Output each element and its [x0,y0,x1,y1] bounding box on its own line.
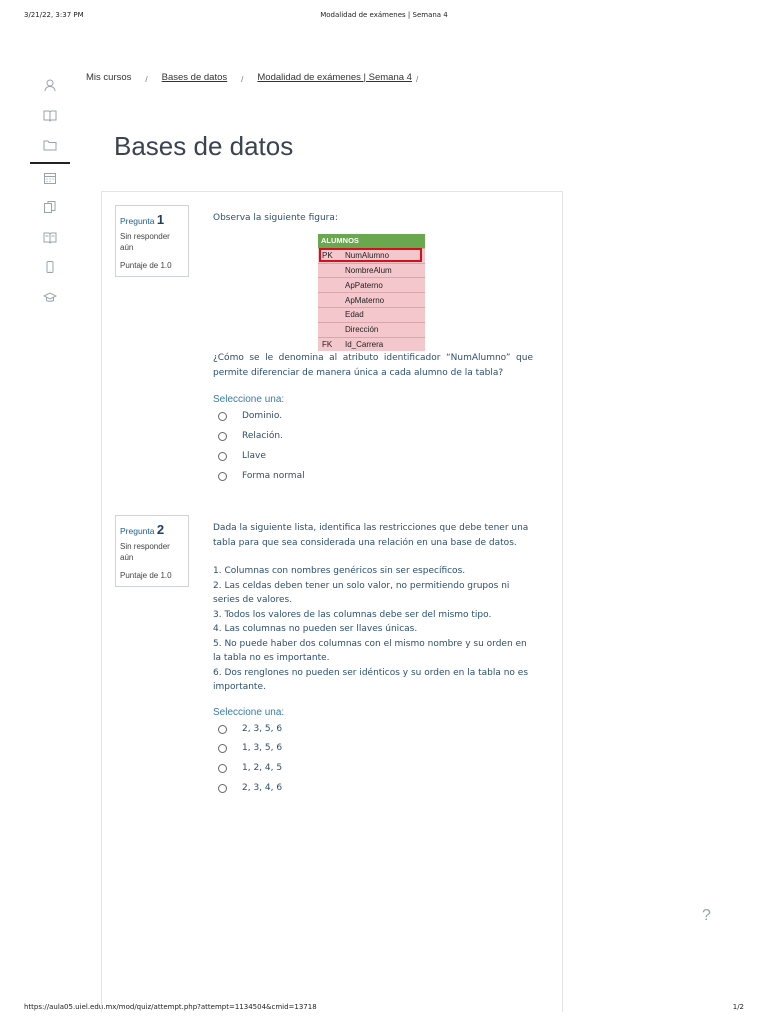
copy-icon[interactable] [42,199,58,215]
alumnos-figure [318,234,425,351]
question-number: 2 [156,522,165,537]
print-datetime: 3/21/22, 3:37 PM [24,11,84,19]
breadcrumb-item-quiz[interactable]: Modalidad de exámenes | Semana 4 [257,72,412,83]
answer-option[interactable] [218,763,282,773]
figure-key: FK [318,337,345,351]
question-grade: Puntaje de 1.0 [120,261,172,270]
select-prompt: Seleccione una: [213,707,285,718]
radio-button[interactable] [218,784,227,793]
breadcrumb-separator: / [415,75,419,84]
page-title: Bases de datos [114,131,294,161]
list-item: 2. Las celdas deben tener un solo valor, no permitiendo grupos ni series de valores. [213,580,510,605]
question-intro: Observa la siguiente figura: [213,213,338,223]
answer-label: Dominio. [242,411,283,421]
question-state-line2: aún [120,243,134,252]
figure-field: Id_Carrera [345,337,425,351]
figure-key [318,322,345,337]
calendar-icon[interactable] [42,170,58,186]
answer-option[interactable] [218,451,266,461]
folder-icon[interactable] [42,137,58,153]
answer-option[interactable] [218,783,282,793]
figure-field: ApPaterno [345,278,425,293]
figure-key [318,293,345,308]
answer-label: 2, 3, 4, 6 [242,783,283,793]
print-page-number: 1/2 [732,1003,744,1011]
question-state [120,231,188,253]
book-open-icon[interactable] [42,229,58,245]
radio-button[interactable] [218,412,227,421]
figure-key: PK [318,248,345,263]
book-icon[interactable] [42,107,58,123]
answer-label: 1, 3, 5, 6 [242,743,283,753]
print-title: Modalidad de exámenes | Semana 4 [320,11,448,19]
question-state-line2: aún [120,553,134,562]
figure-field: NombreAlum [345,263,425,278]
figure-header: ALUMNOS [318,234,425,248]
question-info [115,205,189,277]
graduation-cap-icon[interactable] [42,289,58,305]
radio-button[interactable] [218,725,227,734]
answer-option[interactable] [218,743,282,753]
answer-label: 2, 3, 5, 6 [242,724,283,734]
question-state-line1: Sin responder [120,232,170,241]
user-icon[interactable] [42,77,58,93]
radio-button[interactable] [218,452,227,461]
select-prompt: Seleccione una: [213,394,285,405]
breadcrumb [86,72,432,83]
sidebar-active-indicator [30,162,70,164]
question-label: Pregunta [120,526,155,536]
radio-button[interactable] [218,472,227,481]
question-state-line1: Sin responder [120,542,170,551]
figure-key [318,307,345,322]
figure-key [318,263,345,278]
list-item: 6. Dos renglones no pueden ser idénticos y su orden en la tabla no es importante. [213,667,529,692]
answer-option[interactable] [218,411,282,421]
question-text: ¿Cómo se le denomina al atributo identificador “NumAlumno” que permite diferenciar de manera única a cada alumno de la tabla? [213,353,533,378]
question-grade: Puntaje de 1.0 [120,571,172,580]
figure-key [318,278,345,293]
answer-option[interactable] [218,471,305,481]
figure-field: Edad [345,307,425,322]
question-number-line [120,522,188,537]
breadcrumb-item-mis-cursos[interactable]: Mis cursos [86,72,132,83]
radio-button[interactable] [218,744,227,753]
radio-button[interactable] [218,764,227,773]
answer-label: Llave [242,451,266,461]
answer-label: Relación. [242,431,283,441]
answer-option[interactable] [218,431,283,441]
list-item: 5. No puede haber dos columnas con el mismo nombre y su orden en la tabla no es importante. [213,638,527,663]
breadcrumb-separator: / [241,75,244,84]
list-item: 1. Columnas con nombres genéricos sin ser específicos. [213,566,466,576]
answer-label: 1, 2, 4, 5 [242,763,283,773]
restriction-list [213,564,533,695]
help-button[interactable]: ? [702,907,711,924]
question-number-line [120,212,188,227]
print-url: https://aula05.uiel.edu.mx/mod/quiz/attempt.php?attempt=1134504&cmid=13718 [24,1003,317,1011]
list-item: 3. Todos los valores de las columnas debe ser del mismo tipo. [213,609,492,620]
answer-label: Forma normal [242,471,305,481]
figure-field: NumAlumno [345,248,425,263]
figure-field: Dirección [345,322,425,337]
answer-option[interactable] [218,724,282,734]
list-item: 4. Las columnas no pueden ser llaves únicas. [213,624,418,634]
breadcrumb-item-course[interactable]: Bases de datos [161,72,228,83]
question-state [120,541,188,563]
figure-field: ApMaterno [345,293,425,308]
radio-button[interactable] [218,432,227,441]
question-label: Pregunta [120,216,155,226]
question-number: 1 [156,212,165,227]
breadcrumb-separator: / [145,75,148,84]
question-info [115,515,189,587]
question-intro: Dada la siguiente lista, identifica las restricciones que debe tener una tabla para que sea considerada una relación en una base de datos. [213,523,529,548]
mobile-icon[interactable] [42,259,58,275]
